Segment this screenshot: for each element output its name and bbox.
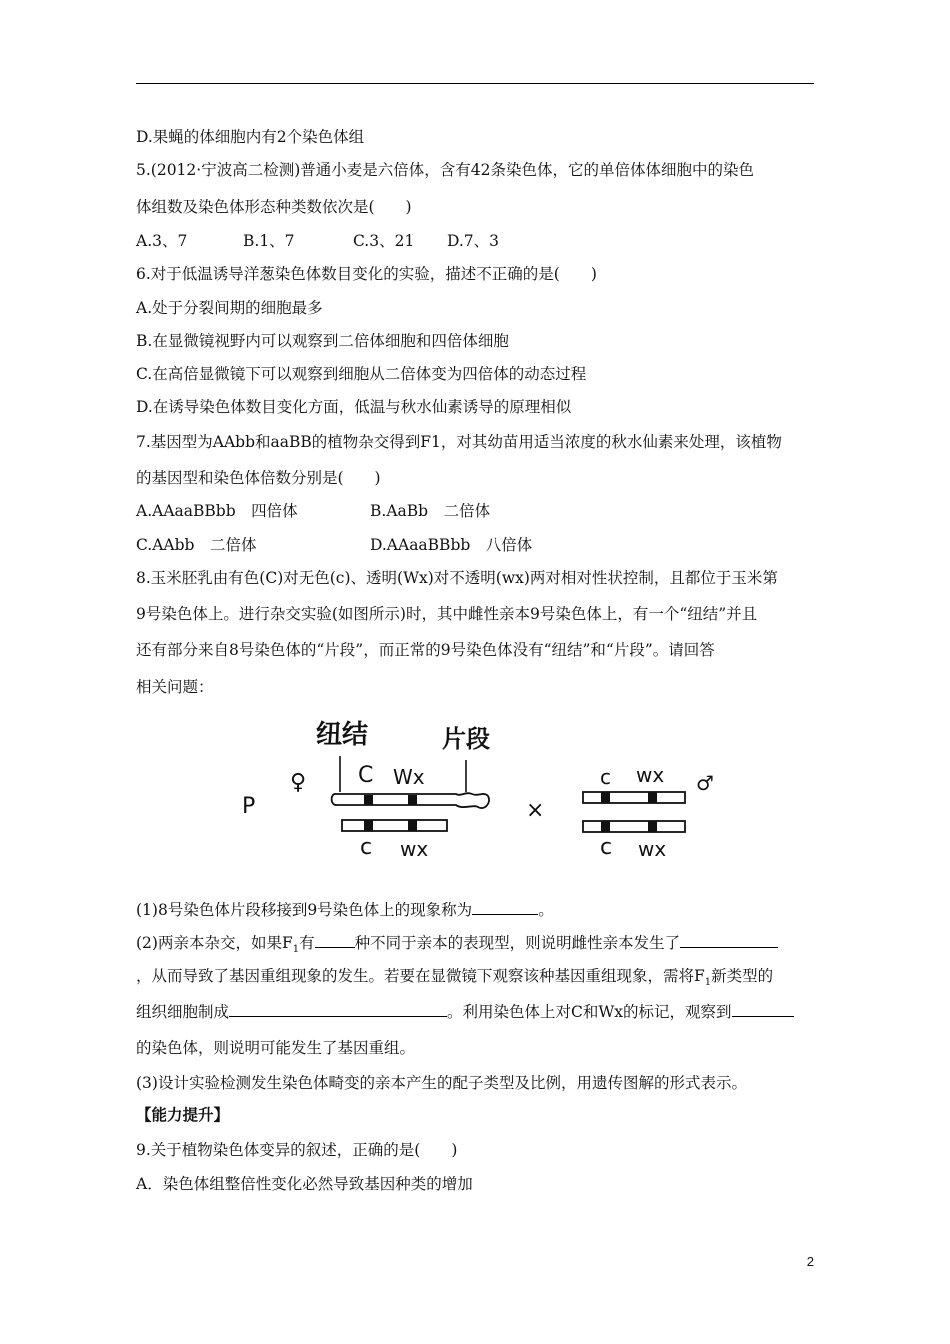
q6-option-d: D.在诱导染色体数目变化方面，低温与秋水仙素诱导的原理相似	[136, 398, 572, 416]
female-top-band-wx	[408, 795, 417, 805]
q8-sub-2-text-b: 有	[299, 934, 315, 952]
chromosome-cross-diagram	[230, 714, 714, 864]
female-chromosome-bottom	[342, 820, 447, 831]
q8-sub-1-end: 。	[538, 901, 554, 919]
q9-option-a: A．染色体组整倍性变化必然导致基因种类的增加	[136, 1175, 473, 1193]
q7-option-d: D.AAaaBBbb 八倍体	[370, 536, 533, 554]
q8-sub-2-text-a: (2)两亲本杂交，如果F	[136, 934, 293, 952]
female-top-label-wx: Wx	[393, 765, 425, 789]
q8-sub-2-text-f: 组织细胞制成	[136, 1003, 230, 1021]
q8-sub-1-blank	[472, 899, 538, 915]
cross-symbol: ×	[526, 798, 545, 823]
male-bottom-band-c	[601, 821, 610, 832]
female-bottom-band-c	[364, 820, 373, 831]
female-top-label-c: C	[358, 763, 374, 788]
male-top-label-c: c	[600, 765, 611, 789]
q5-stem-1: 5.(2012·宁波高二检测)普通小麦是六倍体，含有42条染色体，它的单倍体体细胞中的染色	[136, 161, 754, 179]
q6-option-b: B.在显微镜视野内可以观察到二倍体细胞和四倍体细胞	[136, 332, 509, 350]
segment-label: 片段	[442, 725, 490, 753]
section-heading: 【能力提升】	[136, 1105, 230, 1124]
q8-sub-2-text-d: ，从而导致了基因重组现象的发生。若要在显微镜下观察该种基因重组现象，需将F	[136, 967, 705, 985]
male-top-band-c	[601, 792, 610, 803]
generation-label: P	[242, 794, 256, 819]
f1-subscript: 1	[292, 944, 300, 956]
q5-option-c: C.3、21	[353, 232, 415, 250]
q8-sub-2-text-e: 新类型的	[711, 967, 774, 985]
male-top-band-wx	[648, 792, 657, 803]
q6-stem: 6.对于低温诱导洋葱染色体数目变化的实验，描述不正确的是( )	[136, 265, 597, 283]
q4-option-d: D.果蝇的体细胞内有2个染色体组	[136, 128, 365, 146]
q8-sub-2-blank-4	[732, 1001, 794, 1017]
q5-option-a: A.3、7	[136, 232, 188, 250]
female-bottom-label-wx: wx	[400, 837, 429, 861]
male-bottom-band-wx	[648, 821, 657, 832]
q8-sub-2-blank-2	[680, 932, 778, 948]
q5-option-b: B.1、7	[243, 232, 295, 250]
male-bottom-label-wx: wx	[638, 837, 667, 861]
q8-sub-2-text-c: 种不同于亲本的表现型，则说明雌性亲本发生了	[354, 934, 681, 952]
header-rule	[136, 83, 814, 84]
q8-sub-2-line-4: 的染色体，则说明可能发生了基因重组。	[136, 1039, 416, 1057]
f1-subscript-2: 1	[704, 977, 712, 989]
q5-stem-2: 体组数及染色体形态种类数依次是( )	[136, 198, 412, 216]
female-symbol: ♀	[290, 770, 307, 795]
q7-stem-2: 的基因型和染色体倍数分别是( )	[136, 469, 381, 487]
q6-option-a: A.处于分裂间期的细胞最多	[136, 299, 323, 317]
q9-stem: 9.关于植物染色体变异的叙述，正确的是( )	[136, 1141, 458, 1159]
q8-sub-2-text-g: 。利用染色体上对C和Wx的标记，观察到	[447, 1003, 732, 1021]
q8-sub-3: (3)设计实验检测发生染色体畸变的亲本产生的配子类型及比例，用遗传图解的形式表示。	[136, 1074, 747, 1092]
q6-option-c: C.在高倍显微镜下可以观察到细胞从二倍体变为四倍体的动态过程	[136, 365, 587, 383]
q8-sub-1	[136, 899, 554, 920]
q5-option-d: D.7、3	[447, 232, 500, 250]
male-chromosome-bottom	[583, 821, 685, 832]
female-bottom-band-wx	[408, 820, 417, 831]
male-chromosome-top	[583, 792, 685, 803]
male-top-label-wx: wx	[636, 763, 665, 787]
female-top-band-c	[364, 795, 373, 805]
q7-option-b: B.AaBb 二倍体	[370, 502, 491, 520]
page-number: 2	[806, 1254, 814, 1269]
q8-sub-2-line-3	[136, 1001, 794, 1022]
q7-option-c: C.AAbb 二倍体	[136, 536, 257, 554]
q8-stem-3: 还有部分来自8号染色体的“片段”，而正常的9号染色体没有“纽结”和“片段”。请回答	[136, 641, 715, 659]
female-bottom-label-c: c	[360, 835, 373, 860]
q8-stem-1: 8.玉米胚乳由有色(C)对无色(c)、透明(Wx)对不透明(wx)两对相对性状控制，且都位于玉米第	[136, 569, 778, 587]
q7-stem-1: 7.基因型为AAbb和aaBB的植物杂交得到F1，对其幼苗用适当浓度的秋水仙素来处理，该植物	[136, 433, 782, 451]
q8-sub-2-blank-3	[229, 1001, 447, 1017]
q7-option-a: A.AAaaBBbb 四倍体	[136, 502, 298, 520]
male-symbol: ♂	[696, 771, 714, 795]
q8-sub-2-line-2	[136, 966, 773, 993]
q8-sub-2-line-1	[136, 932, 778, 960]
q8-stem-4: 相关问题：	[136, 678, 214, 696]
q8-stem-2: 9号染色体上。进行杂交实验(如图所示)时，其中雌性亲本9号染色体上，有一个“纽结”并且	[136, 605, 758, 623]
male-bottom-label-c: c	[600, 835, 613, 860]
q8-sub-1-text: (1)8号染色体片段移接到9号染色体上的现象称为	[136, 901, 473, 919]
q8-sub-2-blank-1	[315, 932, 355, 948]
knot-label: 纽结	[316, 720, 369, 750]
